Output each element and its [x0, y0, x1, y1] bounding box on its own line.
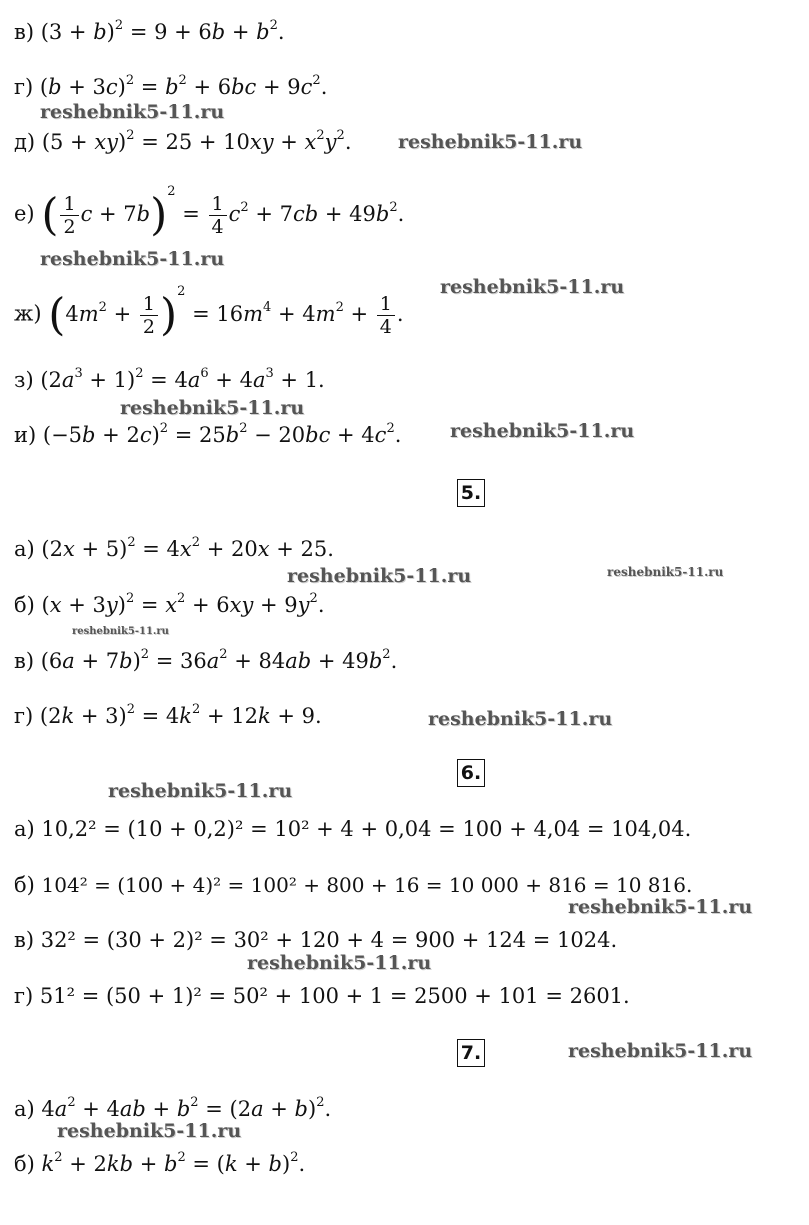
equation-6a: [14, 815, 691, 843]
formula: $(-5b + 2c)^2 = 25b^2 - 20bc + 4c^2$.: [42, 421, 402, 447]
watermark: reshebnik5-11.ru: [398, 131, 583, 153]
equation-5a: [14, 535, 334, 563]
equation-6v: [14, 926, 617, 954]
section-number-7: 7.: [457, 1039, 485, 1067]
item-label: г): [14, 984, 34, 1008]
equation-5g: [14, 702, 322, 730]
formula: 104² = (100 + 4)² = 100² + 800 + 16 = 10 000 + 816 = 10 816.: [41, 873, 693, 897]
formula: 51² = (50 + 1)² = 50² + 100 + 1 = 2500 + 101 = 2601.: [39, 984, 630, 1008]
equation-z: [14, 366, 325, 394]
equation-7a: [14, 1095, 331, 1123]
section-number-5: 5.: [457, 479, 485, 507]
watermark: reshebnik5-11.ru: [40, 248, 225, 270]
watermark: reshebnik5-11.ru: [247, 952, 432, 974]
equation-6g: [14, 982, 630, 1010]
watermark: reshebnik5-11.ru: [40, 101, 225, 123]
formula: $(b + 3c)^2 = b^2 + 6bc + 9c^2$.: [39, 73, 328, 99]
watermark: reshebnik5-11.ru: [440, 276, 625, 298]
item-label: в): [14, 928, 35, 952]
formula: $(6a + 7b)^2 = 36a^2 + 84ab + 49b^2$.: [40, 647, 398, 673]
item-label: ж): [14, 301, 42, 326]
item-label: а): [14, 817, 35, 841]
formula: ($4m^2$ + $\frac{1}{2}$ )$^2 = 16m^4 + 4m^2$ + $\frac{1}{4}$ .: [48, 283, 404, 340]
formula: $k^2 + 2kb + b^2 = (k + b)^2$.: [41, 1150, 306, 1176]
watermark: reshebnik5-11.ru: [287, 565, 472, 587]
item-label: г): [14, 75, 34, 99]
equation-7b: [14, 1150, 305, 1178]
item-label: в): [14, 649, 35, 673]
equation-g: [14, 73, 327, 101]
formula: $(x + 3y)^2 = x^2 + 6xy + 9y^2$.: [41, 591, 325, 617]
formula: ( $\frac{1}{2}$ c + 7b)$^2$ = $\frac{1}{4}$ $c^2 + 7cb + 49b^2$.: [41, 183, 405, 240]
watermark: reshebnik5-11.ru: [72, 626, 169, 637]
watermark: reshebnik5-11.ru: [450, 420, 635, 442]
formula: $(2x + 5)^2 = 4x^2 + 20x + 25$.: [41, 535, 334, 561]
formula: 10,2² = (10 + 0,2)² = 10² + 4 + 0,04 = 100 + 4,04 = 104,04.: [41, 817, 692, 841]
watermark: reshebnik5-11.ru: [120, 397, 305, 419]
equation-zh: [14, 283, 404, 340]
formula: $4a^2 + 4ab + b^2 = (2a + b)^2$.: [41, 1095, 332, 1121]
item-label: в): [14, 20, 35, 44]
section-number-6: 6.: [457, 759, 485, 787]
equation-e: [14, 183, 405, 240]
watermark: reshebnik5-11.ru: [568, 896, 753, 918]
watermark: reshebnik5-11.ru: [428, 708, 613, 730]
equation-6b: [14, 871, 692, 899]
item-label: е): [14, 201, 35, 226]
watermark: reshebnik5-11.ru: [568, 1040, 753, 1062]
equation-i: [14, 421, 401, 449]
formula: $(3 + b)^2 = 9 + 6b + b^2$.: [40, 18, 285, 44]
equation-5b: [14, 591, 325, 619]
item-label: и): [14, 423, 37, 447]
item-label: б): [14, 1152, 35, 1176]
item-label: д): [14, 130, 36, 154]
item-label: б): [14, 593, 35, 617]
equation-v: [14, 18, 285, 46]
item-label: г): [14, 704, 34, 728]
item-label: б): [14, 873, 35, 897]
equation-d: [14, 128, 352, 156]
formula: $(5 + xy)^2 = 25 + 10xy + x^2y^2$.: [41, 128, 352, 154]
formula: $(2k + 3)^2 = 4k^2 + 12k + 9$.: [39, 702, 322, 728]
item-label: а): [14, 537, 35, 561]
formula: $(2a^3 + 1)^2 = 4a^6 + 4a^3 + 1$.: [40, 366, 325, 392]
item-label: а): [14, 1097, 35, 1121]
formula: 32² = (30 + 2)² = 30² + 120 + 4 = 900 + 124 = 1024.: [40, 928, 618, 952]
watermark: reshebnik5-11.ru: [607, 565, 724, 579]
watermark: reshebnik5-11.ru: [57, 1120, 242, 1142]
watermark: reshebnik5-11.ru: [108, 780, 293, 802]
item-label: з): [14, 368, 34, 392]
equation-5v: [14, 647, 397, 675]
